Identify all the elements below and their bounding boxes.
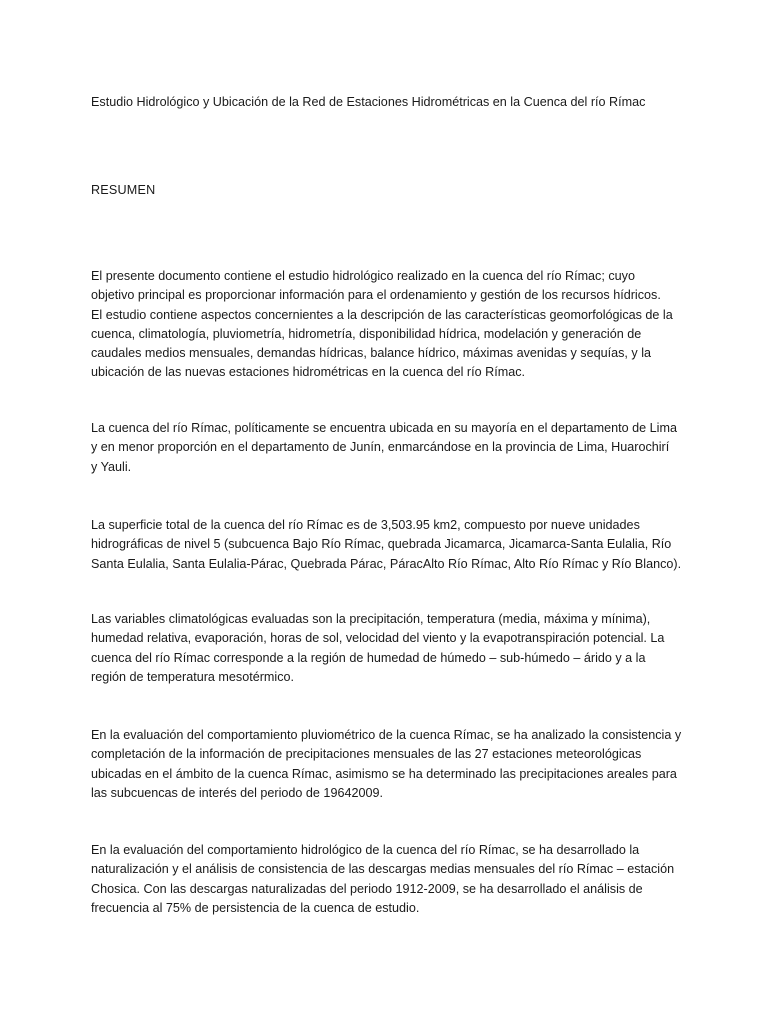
paragraph bbox=[91, 419, 691, 477]
paragraph-line: frecuencia al 75% de persistencia de la cuenca de estudio. bbox=[91, 900, 420, 915]
paragraph bbox=[91, 267, 691, 383]
paragraph-line: ubicadas en el ámbito de la cuenca Rímac, asimismo se ha determinado las precipitaciones areales para bbox=[91, 766, 677, 781]
paragraph-line: caudales medios mensuales, demandas hídricas, balance hídrico, máximas avenidas y sequías, y la bbox=[91, 346, 652, 361]
paragraph-line: y Yauli. bbox=[91, 459, 132, 474]
paragraph-line: región de temperatura mesotérmico. bbox=[91, 669, 294, 684]
paragraph-line: completación de la información de precipitaciones mensuales de las 27 estaciones meteorológicas bbox=[91, 747, 642, 762]
paragraph bbox=[91, 610, 691, 687]
paragraph-line: En la evaluación del comportamiento hidrológico de la cuenca del río Rímac, se ha desarrollado la bbox=[91, 843, 640, 857]
paragraph-line: objetivo principal es proporcionar información para el ordenamiento y gestión de los recursos hídricos. bbox=[91, 288, 661, 303]
paragraph-line: cuenca, climatología, pluviometría, hidrometría, disponibilidad hídrica, modelación y generación de bbox=[91, 326, 642, 341]
paragraph-line: En la evaluación del comportamiento pluviométrico de la cuenca Rímac, se ha analizado la consistencia y bbox=[91, 728, 682, 742]
paragraph bbox=[91, 726, 691, 803]
paragraph-line: ubicación de las nuevas estaciones hidrométricas en la cuenca del río Rímac. bbox=[91, 365, 526, 380]
paragraph-line: Las variables climatológicas evaluadas son la precipitación, temperatura (media, máxima y mínima), bbox=[91, 612, 651, 626]
document-title: Estudio Hidrológico y Ubicación de la Red de Estaciones Hidrométricas en la Cuenca del río Rímac bbox=[91, 95, 646, 109]
paragraph-line: hidrográficas de nivel 5 (subcuenca Bajo Río Rímac, quebrada Jicamarca, Jicamarca-Santa Eulalia, Río bbox=[91, 537, 672, 552]
paragraph-line: humedad relativa, evaporación, horas de sol, velocidad del viento y la evapotranspiración potencial. La bbox=[91, 631, 665, 646]
paragraph bbox=[91, 841, 691, 918]
paragraph-line: La cuenca del río Rímac, políticamente se encuentra ubicada en su mayoría en el departamento de Lima bbox=[91, 421, 677, 435]
paragraph bbox=[91, 516, 691, 574]
paragraph-line: naturalización y el análisis de consistencia de las descargas medias mensuales del río Rímac – estación bbox=[91, 862, 675, 877]
paragraph-line: cuenca del río Rímac corresponde a la región de humedad de húmedo – sub-húmedo – árido y a la bbox=[91, 650, 646, 665]
paragraph-line: Santa Eulalia, Santa Eulalia-Párac, Quebrada Párac, PáracAlto Río Rímac, Alto Río Rímac y Río Blanco). bbox=[91, 556, 682, 571]
paragraph-line: El presente documento contiene el estudio hidrológico realizado en la cuenca del río Rímac; cuyo bbox=[91, 269, 635, 283]
paragraph-line: las subcuencas de interés del periodo de 19642009. bbox=[91, 785, 383, 800]
section-heading: RESUMEN bbox=[91, 183, 156, 197]
paragraph-line: El estudio contiene aspectos concernientes a la descripción de las características geomorfológicas de la bbox=[91, 307, 673, 322]
paragraph-line: y en menor proporción en el departamento de Junín, enmarcándose en la provincia de Lima, Huarochirí bbox=[91, 440, 670, 455]
paragraph-line: La superficie total de la cuenca del río Rímac es de 3,503.95 km2, compuesto por nueve unidades bbox=[91, 518, 640, 532]
paragraph-line: Chosica. Con las descargas naturalizadas del periodo 1912-2009, se ha desarrollado el análisis de bbox=[91, 881, 643, 896]
